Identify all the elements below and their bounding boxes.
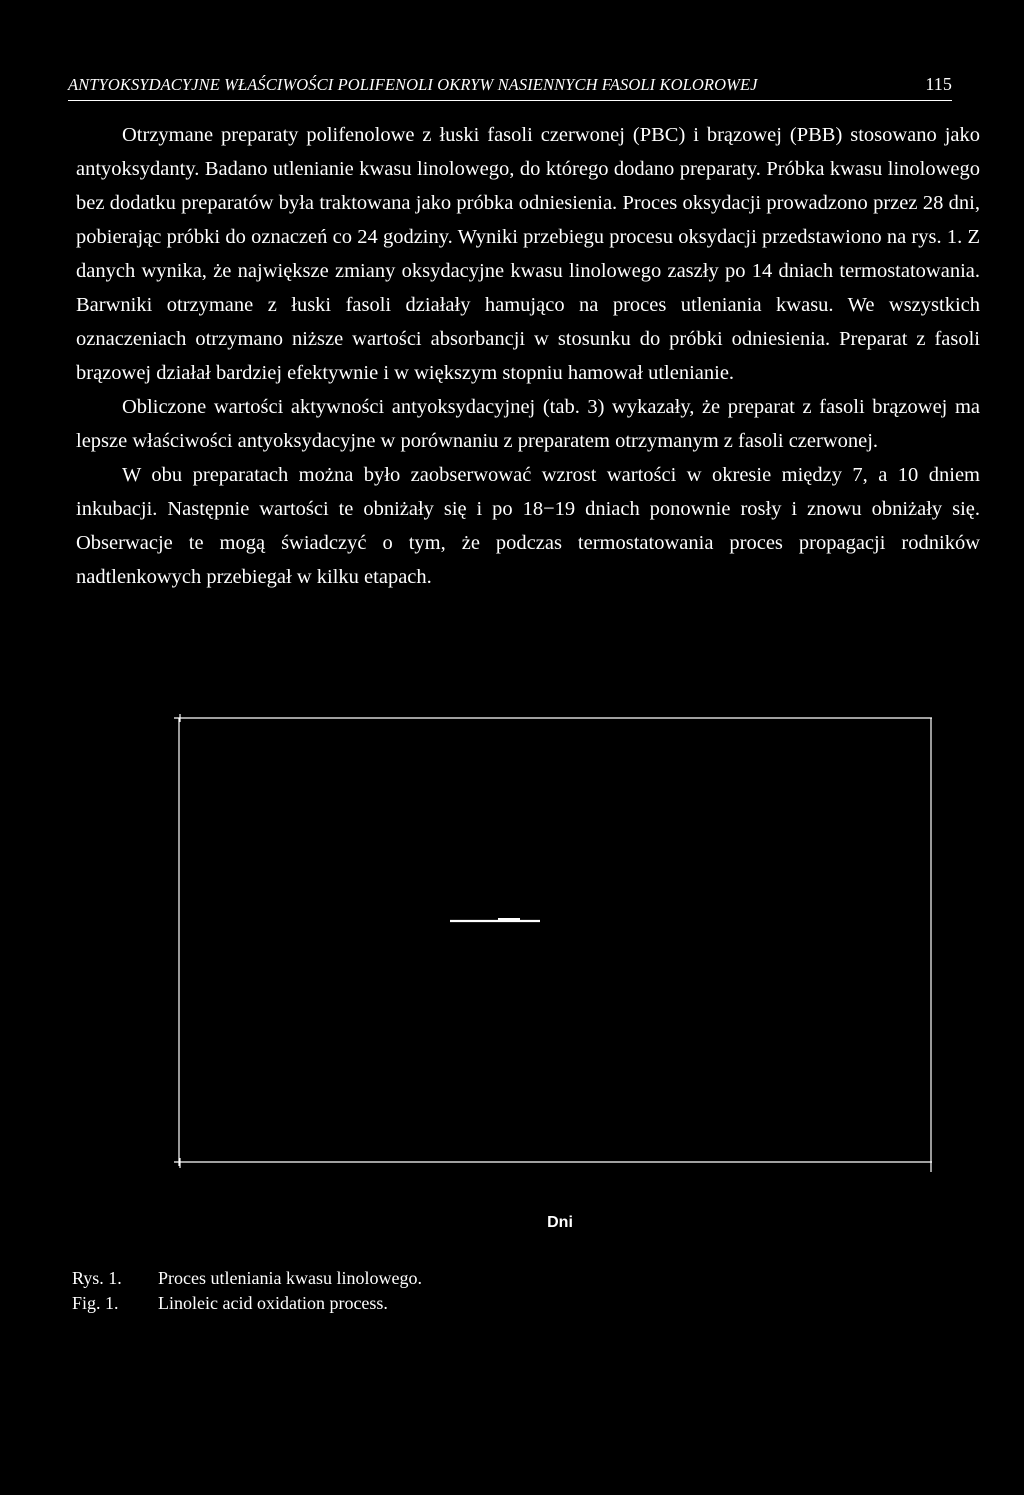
- paragraph-3: W obu preparatach można było zaobserwować wzrost wartości w okresie między 7, a 10 dniem inkubacji. Następnie wartości te obniżały się i po 18−19 dniach ponownie rosły i znowu obniżały się. Obserwacje te mogą świadczyć o tym, że podczas termostatowania proces propagacji rodników nadtlenkowych przebiegał w kilku etapach.: [76, 464, 980, 588]
- figure-caption: [72, 1266, 422, 1316]
- running-header: [68, 74, 952, 95]
- header-rule: [68, 100, 952, 101]
- caption-en-text: Linoleic acid oxidation process.: [158, 1293, 388, 1313]
- body-text: [76, 118, 980, 594]
- x-axis-label: Dni: [547, 1214, 573, 1231]
- caption-en: [72, 1291, 422, 1316]
- caption-pl-text: Proces utleniania kwasu linolowego.: [158, 1268, 422, 1288]
- caption-en-label: Fig. 1.: [72, 1293, 119, 1313]
- caption-pl: [72, 1266, 422, 1291]
- paragraph-2: Obliczone wartości aktywności antyoksydacyjnej (tab. 3) wykazały, że preparat z fasoli brązowej ma lepsze właściwości antyoksydacyjne w porównaniu z preparatem otrzymanym z fasoli czerwonej.: [76, 396, 980, 452]
- running-title: ANTYOKSYDACYJNE WŁAŚCIWOŚCI POLIFENOLI OKRYW NASIENNYCH FASOLI KOLOROWEJ: [68, 75, 758, 94]
- caption-pl-label: Rys. 1.: [72, 1268, 122, 1288]
- page-number: 115: [925, 74, 952, 94]
- figure-1: [172, 712, 934, 1182]
- figure-plot-area: [172, 712, 934, 1182]
- paragraph-1: Otrzymane preparaty polifenolowe z łuski fasoli czerwonej (PBC) i brązowej (PBB) stosowano jako antyoksydanty. Badano utlenianie kwasu linolowego, do którego dodano preparaty. Próbka kwasu linolowego bez dodatku preparatów była traktowana jako próbka odniesienia. Proces oksydacji prowadzono przez 28 dni, pobierając próbki do oznaczeń co 24 godziny. Wyniki przebiegu procesu oksydacji przedstawiono na rys. 1. Z danych wynika, że największe zmiany oksydacyjne kwasu linolowego zaszły po 14 dniach termostatowania. Barwniki otrzymane z łuski fasoli działały hamująco na proces utleniania kwasu. We wszystkich oznaczeniach otrzymano niższe wartości absorbancji w stosunku do próbki odniesienia. Preparat z fasoli brązowej działał bardziej efektywnie i w większym stopniu hamował utlenianie.: [76, 124, 980, 384]
